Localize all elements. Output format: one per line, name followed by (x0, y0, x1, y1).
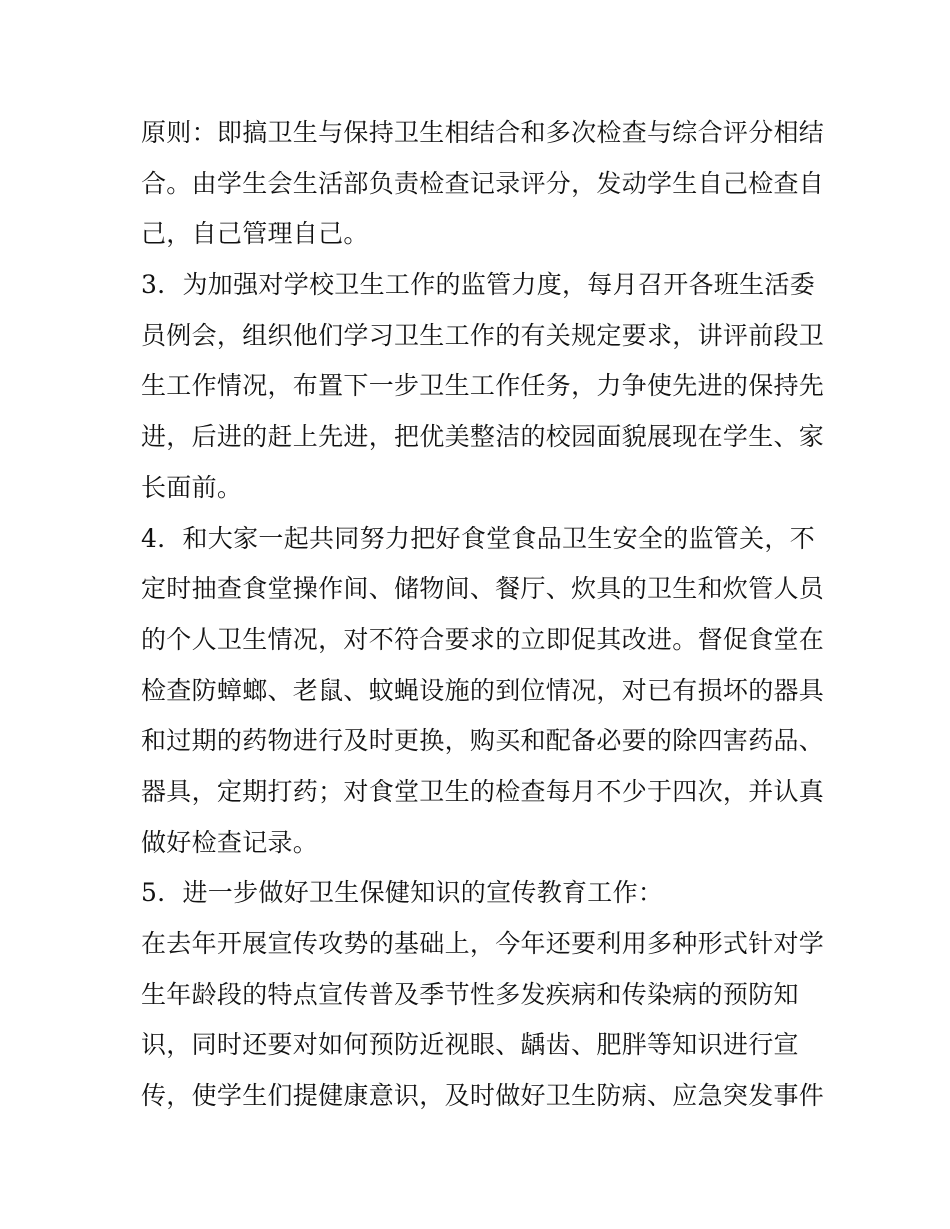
text-line: 员例会，组织他们学习卫生工作的有关规定要求，讲评前段卫 (141, 320, 825, 350)
text-line: 合。由学生会生活部负责检查记录评分，发动学生自己检查自 (141, 168, 825, 198)
text-line: 4．和大家一起共同努力把好食堂食品卫生安全的监管关，不 (141, 523, 816, 553)
text-line: 长面前。 (141, 472, 243, 502)
text-line: 生工作情况，布置下一步卫生工作任务，力争使先进的保持先 (141, 371, 825, 401)
text-line: 和过期的药物进行及时更换，购买和配备必要的除四害药品、 (141, 726, 825, 756)
text-line: 定时抽查食堂操作间、储物间、餐厅、炊具的卫生和炊管人员 (141, 574, 825, 604)
text-line: 做好检查记录。 (141, 827, 319, 857)
text-line: 5．进一步做好卫生保健知识的宣传教育工作： (141, 878, 664, 908)
text-line: 的个人卫生情况，对不符合要求的立即促其改进。督促食堂在 (141, 624, 825, 654)
text-line: 原则：即搞卫生与保持卫生相结合和多次检查与综合评分相结 (141, 118, 825, 147)
text-line: 进，后进的赶上先进，把优美整洁的校园面貌展现在学生、家 (141, 422, 825, 452)
text-line: 器具，定期打药；对食堂卫生的检查每月不少于四次，并认真 (141, 776, 825, 806)
text-line: 在去年开展宣传攻势的基础上，今年还要利用多种形式针对学 (141, 929, 825, 958)
text-line: 3．为加强对学校卫生工作的监管力度，每月召开各班生活委 (141, 270, 816, 300)
body-text (141, 108, 825, 1122)
text-line: 生年龄段的特点宣传普及季节性多发疾病和传染病的预防知 (141, 979, 799, 1009)
text-line: 己，自己管理自己。 (141, 219, 369, 249)
text-line: 传，使学生们提健康意识，及时做好卫生防病、应急突发事件 (141, 1081, 825, 1111)
text-line: 检查防蟑螂、老鼠、蚊蝇设施的到位情况，对已有损坏的器具 (141, 675, 825, 705)
text-line: 识，同时还要对如何预防近视眼、龋齿、肥胖等知识进行宣 (141, 1030, 799, 1060)
